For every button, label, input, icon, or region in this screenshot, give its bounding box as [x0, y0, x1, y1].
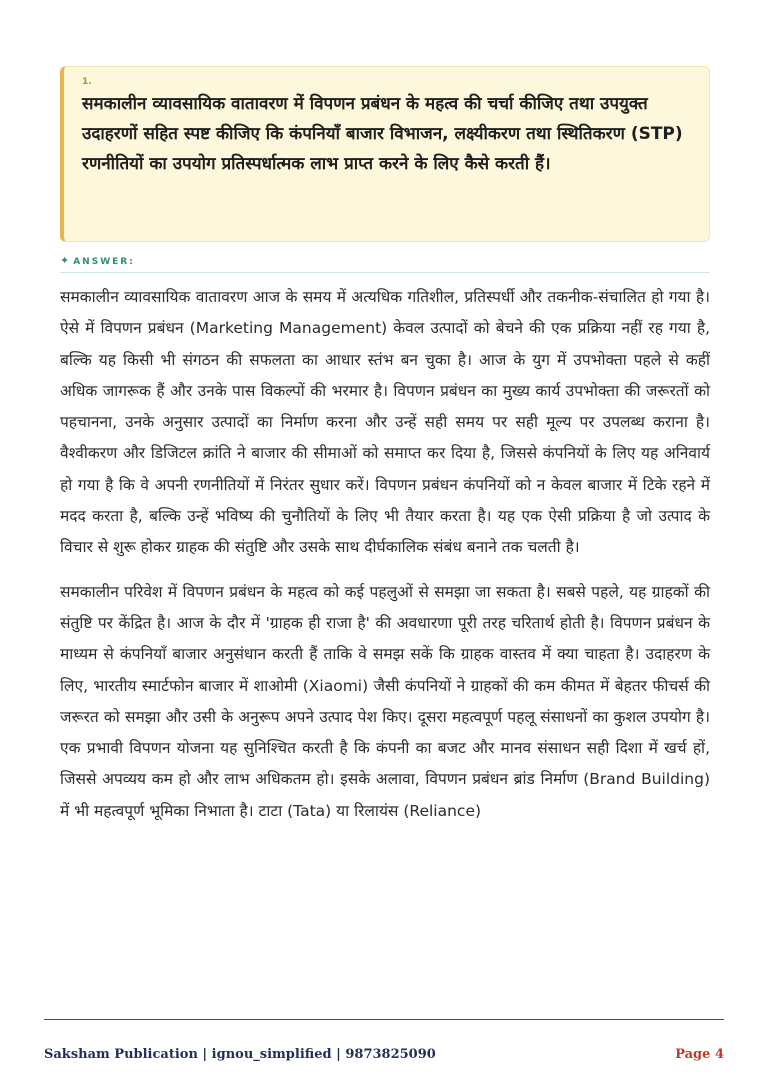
answer-paragraph: समकालीन व्यावसायिक वातावरण आज के समय में अत्यधिक गतिशील, प्रतिस्पर्धी और तकनीक-संचालित हो गया है। ऐसे में विपणन प्रबंधन (Marketing Management) केवल उत्पादों को बेचने की एक प्रक्रिया नहीं रह गया है, बल्कि यह किसी भी संगठन की सफलता का आधार स्तंभ बन चुका है। आज के युग में उपभोक्ता पहले से कहीं अधिक जागरूक हैं और उनके पास विकल्पों की भरमार है। विपणन प्रबंधन का मुख्य कार्य उपभोक्ता की जरूरतों को पहचानना, उनके अनुसार उत्पादों का निर्माण करना और उन्हें सही समय पर सही मूल्य पर उपलब्ध कराना है। वैश्वीकरण और डिजिटल क्रांति ने बाजार की सीमाओं को समाप्त कर दिया है, जिससे कंपनियों के लिए यह अनिवार्य हो गया है कि वे अपनी रणनीतियों में निरंतर सुधार करें। विपणन प्रबंधन कंपनियों को न केवल बाजार में टिके रहने में मदद करता है, बल्कि उन्हें भविष्य की चुनौतियों के लिए भी तैयार करता है। यह एक ऐसी प्रक्रिया है जो उत्पाद के विचार से शुरू होकर ग्राहक की संतुष्टि और उसके साथ दीर्घकालिक संबंध बनाने तक चलती है।: [60, 288, 710, 557]
page-number: Page 4: [675, 1047, 724, 1062]
question-text: समकालीन व्यावसायिक वातावरण में विपणन प्रबंधन के महत्व की चर्चा कीजिए तथा उपयुक्त उदाहरणों सहित स्पष्ट कीजिए कि कंपनियाँ बाजार विभाजन, लक्ष्यीकरण तथा स्थितिकरण (STP) रणनीतियों का उपयोग प्रतिस्पर्धात्मक लाभ प्राप्त करने के लिए कैसे करती हैं।: [82, 94, 683, 174]
footer-publisher: Saksham Publication | ignou_simplified | 9873825090: [44, 1047, 436, 1062]
answer-label-text: ANSWER:: [73, 257, 135, 267]
answer-divider: [60, 272, 710, 273]
answer-body: [60, 282, 710, 840]
footer-divider: [44, 1019, 724, 1020]
answer-label: [60, 254, 135, 267]
question-box: [60, 66, 710, 242]
answer-paragraph: समकालीन परिवेश में विपणन प्रबंधन के महत्व को कई पहलुओं से समझा जा सकता है। सबसे पहले, यह ग्राहकों की संतुष्टि पर केंद्रित है। आज के दौर में 'ग्राहक ही राजा है' की अवधारणा पूरी तरह चरितार्थ होती है। विपणन प्रबंधन के माध्यम से कंपनियाँ बाजार अनुसंधान करती हैं ताकि वे समझ सकें कि ग्राहक वास्तव में क्या चाहता है। उदाहरण के लिए, भारतीय स्मार्टफोन बाजार में शाओमी (Xiaomi) जैसी कंपनियों ने ग्राहकों की कम कीमत में बेहतर फीचर्स की जरूरत को समझा और उसी के अनुरूप अपने उत्पाद पेश किए। दूसरा महत्वपूर्ण पहलू संसाधनों का कुशल उपयोग है। एक प्रभावी विपणन योजना यह सुनिश्चित करती है कि कंपनी का बजट और मानव संसाधन सही दिशा में खर्च हों, जिससे अपव्यय कम हो और लाभ अधिकतम हो। इसके अलावा, विपणन प्रबंधन ब्रांड निर्माण (Brand Building) में भी महत्वपूर्ण भूमिका निभाता है। टाटा (Tata) या रिलायंस (Reliance): [60, 582, 711, 820]
question-number: 1.: [82, 77, 92, 87]
sparkle-icon: ✦: [60, 254, 70, 267]
